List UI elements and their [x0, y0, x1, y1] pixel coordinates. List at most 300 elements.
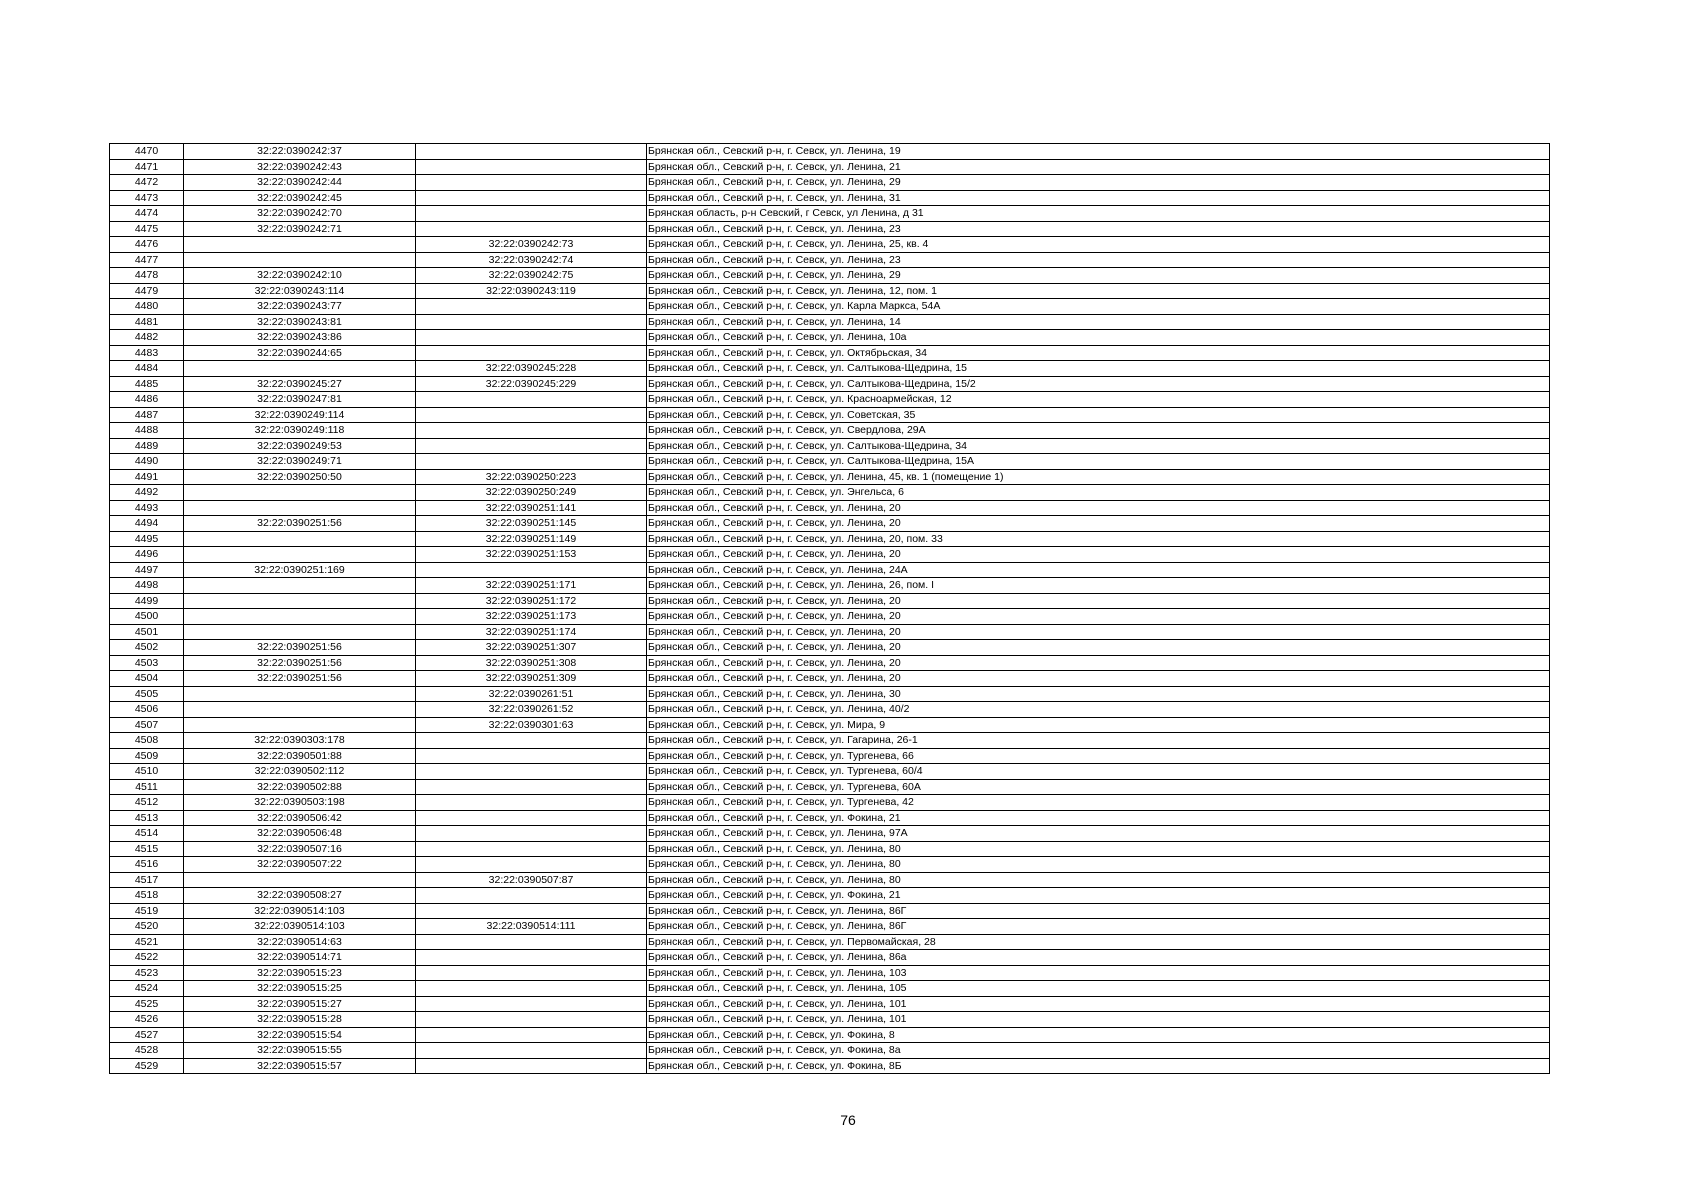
cadastral-number-cell: 32:22:0390245:27 — [184, 376, 416, 392]
table-row — [110, 283, 1550, 299]
table-row — [110, 996, 1550, 1012]
address-cell: Брянская обл., Севский р-н, г. Севск, ул. Энгельса, 6 — [647, 485, 1550, 501]
related-cadastral-number-cell: 32:22:0390251:307 — [416, 640, 647, 656]
related-cadastral-number-cell: 32:22:0390245:228 — [416, 361, 647, 377]
cadastral-number-cell: 32:22:0390249:71 — [184, 454, 416, 470]
related-cadastral-number-cell — [416, 779, 647, 795]
row-number-cell: 4484 — [110, 361, 184, 377]
address-cell: Брянская обл., Севский р-н, г. Севск, ул. Ленина, 10а — [647, 330, 1550, 346]
table-row — [110, 857, 1550, 873]
related-cadastral-number-cell: 32:22:0390251:141 — [416, 500, 647, 516]
cadastral-number-cell: 32:22:0390515:28 — [184, 1012, 416, 1028]
address-cell: Брянская обл., Севский р-н, г. Севск, ул. Ленина, 86Г — [647, 903, 1550, 919]
address-cell: Брянская обл., Севский р-н, г. Севск, ул. Ленина, 86а — [647, 950, 1550, 966]
table-row — [110, 423, 1550, 439]
address-cell: Брянская обл., Севский р-н, г. Севск, ул. Ленина, 20 — [647, 609, 1550, 625]
cadastral-number-cell — [184, 485, 416, 501]
address-cell: Брянская обл., Севский р-н, г. Севск, ул. Ленина, 14 — [647, 314, 1550, 330]
related-cadastral-number-cell — [416, 562, 647, 578]
row-number-cell: 4514 — [110, 826, 184, 842]
related-cadastral-number-cell: 32:22:0390261:51 — [416, 686, 647, 702]
table-row — [110, 640, 1550, 656]
address-cell: Брянская обл., Севский р-н, г. Севск, ул. Ленина, 20 — [647, 500, 1550, 516]
table-row — [110, 469, 1550, 485]
table-row — [110, 795, 1550, 811]
cadastral-number-cell: 32:22:0390242:70 — [184, 206, 416, 222]
related-cadastral-number-cell: 32:22:0390242:75 — [416, 268, 647, 284]
related-cadastral-number-cell — [416, 888, 647, 904]
row-number-cell: 4510 — [110, 764, 184, 780]
cadastral-number-cell — [184, 361, 416, 377]
address-cell: Брянская обл., Севский р-н, г. Севск, ул. Свердлова, 29А — [647, 423, 1550, 439]
cadastral-number-cell: 32:22:0390508:27 — [184, 888, 416, 904]
cadastral-number-cell: 32:22:0390243:81 — [184, 314, 416, 330]
row-number-cell: 4471 — [110, 159, 184, 175]
cadastral-number-cell — [184, 547, 416, 563]
cadastral-number-cell: 32:22:0390507:16 — [184, 841, 416, 857]
row-number-cell: 4521 — [110, 934, 184, 950]
cadastral-number-cell: 32:22:0390249:118 — [184, 423, 416, 439]
cadastral-number-cell: 32:22:0390502:88 — [184, 779, 416, 795]
row-number-cell: 4513 — [110, 810, 184, 826]
related-cadastral-number-cell — [416, 1043, 647, 1059]
address-cell: Брянская обл., Севский р-н, г. Севск, ул. Карла Маркса, 54А — [647, 299, 1550, 315]
address-cell: Брянская обл., Севский р-н, г. Севск, ул. Ленина, 29 — [647, 175, 1550, 191]
row-number-cell: 4529 — [110, 1058, 184, 1074]
cadastral-number-cell: 32:22:0390506:48 — [184, 826, 416, 842]
related-cadastral-number-cell — [416, 965, 647, 981]
cadastral-number-cell — [184, 593, 416, 609]
cadastral-number-cell: 32:22:0390251:169 — [184, 562, 416, 578]
registry-table — [109, 143, 1550, 1074]
address-cell: Брянская обл., Севский р-н, г. Севск, ул. Ленина, 20 — [647, 671, 1550, 687]
table-row — [110, 438, 1550, 454]
address-cell: Брянская обл., Севский р-н, г. Севск, ул. Фокина, 8а — [647, 1043, 1550, 1059]
table-row — [110, 376, 1550, 392]
related-cadastral-number-cell — [416, 950, 647, 966]
address-cell: Брянская обл., Севский р-н, г. Севск, ул. Салтыкова-Щедрина, 34 — [647, 438, 1550, 454]
cadastral-number-cell — [184, 237, 416, 253]
related-cadastral-number-cell: 32:22:0390261:52 — [416, 702, 647, 718]
related-cadastral-number-cell: 32:22:0390251:308 — [416, 655, 647, 671]
cadastral-number-cell — [184, 717, 416, 733]
table-row — [110, 1012, 1550, 1028]
related-cadastral-number-cell: 32:22:0390251:149 — [416, 531, 647, 547]
cadastral-number-cell: 32:22:0390502:112 — [184, 764, 416, 780]
table-row — [110, 190, 1550, 206]
table-row — [110, 345, 1550, 361]
row-number-cell: 4486 — [110, 392, 184, 408]
row-number-cell: 4494 — [110, 516, 184, 532]
address-cell: Брянская обл., Севский р-н, г. Севск, ул. Ленина, 20, пом. 33 — [647, 531, 1550, 547]
table-row — [110, 500, 1550, 516]
related-cadastral-number-cell — [416, 221, 647, 237]
address-cell: Брянская область, р-н Севский, г Севск, ул Ленина, д 31 — [647, 206, 1550, 222]
cadastral-number-cell: 32:22:0390242:37 — [184, 144, 416, 160]
row-number-cell: 4493 — [110, 500, 184, 516]
table-row — [110, 516, 1550, 532]
table-row — [110, 299, 1550, 315]
cadastral-number-cell: 32:22:0390243:86 — [184, 330, 416, 346]
row-number-cell: 4528 — [110, 1043, 184, 1059]
address-cell: Брянская обл., Севский р-н, г. Севск, ул. Ленина, 20 — [647, 624, 1550, 640]
table-row — [110, 919, 1550, 935]
row-number-cell: 4503 — [110, 655, 184, 671]
address-cell: Брянская обл., Севский р-н, г. Севск, ул. Ленина, 86Г — [647, 919, 1550, 935]
row-number-cell: 4500 — [110, 609, 184, 625]
row-number-cell: 4476 — [110, 237, 184, 253]
cadastral-number-cell: 32:22:0390242:43 — [184, 159, 416, 175]
address-cell: Брянская обл., Севский р-н, г. Севск, ул. Ленина, 20 — [647, 593, 1550, 609]
row-number-cell: 4512 — [110, 795, 184, 811]
table-row — [110, 547, 1550, 563]
row-number-cell: 4488 — [110, 423, 184, 439]
table-row — [110, 764, 1550, 780]
address-cell: Брянская обл., Севский р-н, г. Севск, ул. Ленина, 29 — [647, 268, 1550, 284]
table-row — [110, 965, 1550, 981]
related-cadastral-number-cell — [416, 795, 647, 811]
table-row — [110, 268, 1550, 284]
table-row — [110, 221, 1550, 237]
row-number-cell: 4501 — [110, 624, 184, 640]
row-number-cell: 4478 — [110, 268, 184, 284]
address-cell: Брянская обл., Севский р-н, г. Севск, ул. Ленина, 12, пом. 1 — [647, 283, 1550, 299]
related-cadastral-number-cell — [416, 1027, 647, 1043]
row-number-cell: 4483 — [110, 345, 184, 361]
table-row — [110, 624, 1550, 640]
address-cell: Брянская обл., Севский р-н, г. Севск, ул. Ленина, 101 — [647, 1012, 1550, 1028]
row-number-cell: 4527 — [110, 1027, 184, 1043]
cadastral-number-cell — [184, 578, 416, 594]
address-cell: Брянская обл., Севский р-н, г. Севск, ул. Ленина, 20 — [647, 655, 1550, 671]
address-cell: Брянская обл., Севский р-н, г. Севск, ул. Ленина, 80 — [647, 857, 1550, 873]
row-number-cell: 4490 — [110, 454, 184, 470]
row-number-cell: 4487 — [110, 407, 184, 423]
address-cell: Брянская обл., Севский р-н, г. Севск, ул. Ленина, 101 — [647, 996, 1550, 1012]
table-row — [110, 485, 1550, 501]
related-cadastral-number-cell: 32:22:0390251:145 — [416, 516, 647, 532]
table-row — [110, 454, 1550, 470]
address-cell: Брянская обл., Севский р-н, г. Севск, ул. Фокина, 8 — [647, 1027, 1550, 1043]
cadastral-number-cell: 32:22:0390242:10 — [184, 268, 416, 284]
related-cadastral-number-cell — [416, 748, 647, 764]
table-row — [110, 779, 1550, 795]
row-number-cell: 4516 — [110, 857, 184, 873]
table-row — [110, 702, 1550, 718]
table-row — [110, 872, 1550, 888]
table-row — [110, 686, 1550, 702]
table-row — [110, 748, 1550, 764]
address-cell: Брянская обл., Севский р-н, г. Севск, ул. Ленина, 20 — [647, 547, 1550, 563]
cadastral-number-cell: 32:22:0390243:114 — [184, 283, 416, 299]
table-row — [110, 159, 1550, 175]
related-cadastral-number-cell: 32:22:0390251:153 — [416, 547, 647, 563]
row-number-cell: 4502 — [110, 640, 184, 656]
table-row — [110, 841, 1550, 857]
table-row — [110, 578, 1550, 594]
address-cell: Брянская обл., Севский р-н, г. Севск, ул. Ленина, 21 — [647, 159, 1550, 175]
cadastral-number-cell — [184, 609, 416, 625]
address-cell: Брянская обл., Севский р-н, г. Севск, ул. Ленина, 40/2 — [647, 702, 1550, 718]
related-cadastral-number-cell — [416, 764, 647, 780]
row-number-cell: 4479 — [110, 283, 184, 299]
row-number-cell: 4496 — [110, 547, 184, 563]
row-number-cell: 4508 — [110, 733, 184, 749]
table-row — [110, 144, 1550, 160]
cadastral-number-cell: 32:22:0390242:44 — [184, 175, 416, 191]
related-cadastral-number-cell — [416, 826, 647, 842]
table-row — [110, 330, 1550, 346]
related-cadastral-number-cell — [416, 903, 647, 919]
address-cell: Брянская обл., Севский р-н, г. Севск, ул. Тургенева, 42 — [647, 795, 1550, 811]
cadastral-number-cell: 32:22:0390244:65 — [184, 345, 416, 361]
address-cell: Брянская обл., Севский р-н, г. Севск, ул. Тургенева, 60А — [647, 779, 1550, 795]
related-cadastral-number-cell — [416, 392, 647, 408]
address-cell: Брянская обл., Севский р-н, г. Севск, ул. Ленина, 23 — [647, 252, 1550, 268]
cadastral-number-cell: 32:22:0390515:57 — [184, 1058, 416, 1074]
table-row — [110, 1043, 1550, 1059]
table-row — [110, 810, 1550, 826]
related-cadastral-number-cell — [416, 1012, 647, 1028]
related-cadastral-number-cell — [416, 934, 647, 950]
related-cadastral-number-cell — [416, 206, 647, 222]
table-row — [110, 671, 1550, 687]
address-cell: Брянская обл., Севский р-н, г. Севск, ул. Ленина, 20 — [647, 640, 1550, 656]
address-cell: Брянская обл., Севский р-н, г. Севск, ул. Ленина, 23 — [647, 221, 1550, 237]
cadastral-number-cell: 32:22:0390243:77 — [184, 299, 416, 315]
related-cadastral-number-cell — [416, 345, 647, 361]
related-cadastral-number-cell: 32:22:0390251:174 — [416, 624, 647, 640]
table-row — [110, 826, 1550, 842]
table-row — [110, 361, 1550, 377]
address-cell: Брянская обл., Севский р-н, г. Севск, ул. Фокина, 21 — [647, 888, 1550, 904]
address-cell: Брянская обл., Севский р-н, г. Севск, ул. Ленина, 24А — [647, 562, 1550, 578]
related-cadastral-number-cell — [416, 159, 647, 175]
row-number-cell: 4472 — [110, 175, 184, 191]
cadastral-number-cell: 32:22:0390247:81 — [184, 392, 416, 408]
row-number-cell: 4477 — [110, 252, 184, 268]
related-cadastral-number-cell: 32:22:0390242:74 — [416, 252, 647, 268]
table-row — [110, 593, 1550, 609]
cadastral-number-cell: 32:22:0390303:178 — [184, 733, 416, 749]
related-cadastral-number-cell — [416, 810, 647, 826]
table-row — [110, 206, 1550, 222]
row-number-cell: 4505 — [110, 686, 184, 702]
row-number-cell: 4485 — [110, 376, 184, 392]
cadastral-number-cell — [184, 872, 416, 888]
row-number-cell: 4470 — [110, 144, 184, 160]
related-cadastral-number-cell — [416, 1058, 647, 1074]
related-cadastral-number-cell: 32:22:0390251:171 — [416, 578, 647, 594]
row-number-cell: 4524 — [110, 981, 184, 997]
address-cell: Брянская обл., Севский р-н, г. Севск, ул. Ленина, 97А — [647, 826, 1550, 842]
related-cadastral-number-cell — [416, 454, 647, 470]
related-cadastral-number-cell: 32:22:0390251:172 — [416, 593, 647, 609]
related-cadastral-number-cell — [416, 857, 647, 873]
row-number-cell: 4504 — [110, 671, 184, 687]
cadastral-number-cell: 32:22:0390514:103 — [184, 903, 416, 919]
row-number-cell: 4480 — [110, 299, 184, 315]
related-cadastral-number-cell — [416, 299, 647, 315]
table-row — [110, 717, 1550, 733]
related-cadastral-number-cell — [416, 996, 647, 1012]
table-row — [110, 562, 1550, 578]
related-cadastral-number-cell: 32:22:0390251:309 — [416, 671, 647, 687]
cadastral-number-cell: 32:22:0390514:63 — [184, 934, 416, 950]
address-cell: Брянская обл., Севский р-н, г. Севск, ул. Ленина, 103 — [647, 965, 1550, 981]
row-number-cell: 4509 — [110, 748, 184, 764]
related-cadastral-number-cell: 32:22:0390242:73 — [416, 237, 647, 253]
table-row — [110, 609, 1550, 625]
address-cell: Брянская обл., Севский р-н, г. Севск, ул. Мира, 9 — [647, 717, 1550, 733]
cadastral-number-cell: 32:22:0390250:50 — [184, 469, 416, 485]
address-cell: Брянская обл., Севский р-н, г. Севск, ул. Ленина, 31 — [647, 190, 1550, 206]
address-cell: Брянская обл., Севский р-н, г. Севск, ул. Ленина, 20 — [647, 516, 1550, 532]
table-row — [110, 252, 1550, 268]
related-cadastral-number-cell — [416, 981, 647, 997]
table-row — [110, 531, 1550, 547]
row-number-cell: 4492 — [110, 485, 184, 501]
cadastral-number-cell — [184, 686, 416, 702]
address-cell: Брянская обл., Севский р-н, г. Севск, ул. Фокина, 8Б — [647, 1058, 1550, 1074]
row-number-cell: 4499 — [110, 593, 184, 609]
address-cell: Брянская обл., Севский р-н, г. Севск, ул. Ленина, 105 — [647, 981, 1550, 997]
cadastral-number-cell: 32:22:0390251:56 — [184, 640, 416, 656]
cadastral-number-cell: 32:22:0390515:54 — [184, 1027, 416, 1043]
table-row — [110, 237, 1550, 253]
related-cadastral-number-cell: 32:22:0390250:223 — [416, 469, 647, 485]
address-cell: Брянская обл., Севский р-н, г. Севск, ул. Гагарина, 26-1 — [647, 733, 1550, 749]
cadastral-number-cell — [184, 702, 416, 718]
related-cadastral-number-cell — [416, 438, 647, 454]
address-cell: Брянская обл., Севский р-н, г. Севск, ул. Октябрьская, 34 — [647, 345, 1550, 361]
cadastral-number-cell: 32:22:0390242:45 — [184, 190, 416, 206]
row-number-cell: 4498 — [110, 578, 184, 594]
cadastral-number-cell — [184, 531, 416, 547]
cadastral-number-cell: 32:22:0390514:71 — [184, 950, 416, 966]
cadastral-number-cell: 32:22:0390251:56 — [184, 671, 416, 687]
address-cell: Брянская обл., Севский р-н, г. Севск, ул. Ленина, 45, кв. 1 (помещение 1) — [647, 469, 1550, 485]
table-row — [110, 733, 1550, 749]
row-number-cell: 4474 — [110, 206, 184, 222]
address-cell: Брянская обл., Севский р-н, г. Севск, ул. Тургенева, 66 — [647, 748, 1550, 764]
row-number-cell: 4511 — [110, 779, 184, 795]
row-number-cell: 4525 — [110, 996, 184, 1012]
related-cadastral-number-cell: 32:22:0390514:111 — [416, 919, 647, 935]
cadastral-number-cell: 32:22:0390514:103 — [184, 919, 416, 935]
related-cadastral-number-cell — [416, 190, 647, 206]
cadastral-number-cell: 32:22:0390503:198 — [184, 795, 416, 811]
table-row — [110, 888, 1550, 904]
related-cadastral-number-cell: 32:22:0390243:119 — [416, 283, 647, 299]
cadastral-number-cell: 32:22:0390249:53 — [184, 438, 416, 454]
related-cadastral-number-cell: 32:22:0390245:229 — [416, 376, 647, 392]
cadastral-number-cell: 32:22:0390515:55 — [184, 1043, 416, 1059]
cadastral-number-cell: 32:22:0390251:56 — [184, 655, 416, 671]
cadastral-number-cell: 32:22:0390515:25 — [184, 981, 416, 997]
address-cell: Брянская обл., Севский р-н, г. Севск, ул. Красноармейская, 12 — [647, 392, 1550, 408]
cadastral-number-cell — [184, 500, 416, 516]
cadastral-number-cell: 32:22:0390501:88 — [184, 748, 416, 764]
address-cell: Брянская обл., Севский р-н, г. Севск, ул. Салтыкова-Щедрина, 15/2 — [647, 376, 1550, 392]
address-cell: Брянская обл., Севский р-н, г. Севск, ул. Ленина, 19 — [647, 144, 1550, 160]
row-number-cell: 4506 — [110, 702, 184, 718]
cadastral-number-cell: 32:22:0390506:42 — [184, 810, 416, 826]
table-body — [110, 144, 1550, 1074]
related-cadastral-number-cell — [416, 314, 647, 330]
cadastral-number-cell: 32:22:0390242:71 — [184, 221, 416, 237]
related-cadastral-number-cell: 32:22:0390507:87 — [416, 872, 647, 888]
row-number-cell: 4518 — [110, 888, 184, 904]
row-number-cell: 4520 — [110, 919, 184, 935]
row-number-cell: 4491 — [110, 469, 184, 485]
row-number-cell: 4523 — [110, 965, 184, 981]
table-row — [110, 903, 1550, 919]
row-number-cell: 4517 — [110, 872, 184, 888]
cadastral-number-cell: 32:22:0390515:23 — [184, 965, 416, 981]
row-number-cell: 4526 — [110, 1012, 184, 1028]
row-number-cell: 4489 — [110, 438, 184, 454]
row-number-cell: 4495 — [110, 531, 184, 547]
row-number-cell: 4481 — [110, 314, 184, 330]
address-cell: Брянская обл., Севский р-н, г. Севск, ул. Ленина, 25, кв. 4 — [647, 237, 1550, 253]
table-row — [110, 407, 1550, 423]
related-cadastral-number-cell: 32:22:0390250:249 — [416, 485, 647, 501]
address-cell: Брянская обл., Севский р-н, г. Севск, ул. Ленина, 30 — [647, 686, 1550, 702]
table-row — [110, 950, 1550, 966]
table-row — [110, 1058, 1550, 1074]
row-number-cell: 4497 — [110, 562, 184, 578]
row-number-cell: 4475 — [110, 221, 184, 237]
related-cadastral-number-cell — [416, 733, 647, 749]
table-row — [110, 934, 1550, 950]
table-row — [110, 175, 1550, 191]
row-number-cell: 4515 — [110, 841, 184, 857]
address-cell: Брянская обл., Севский р-н, г. Севск, ул. Советская, 35 — [647, 407, 1550, 423]
address-cell: Брянская обл., Севский р-н, г. Севск, ул. Тургенева, 60/4 — [647, 764, 1550, 780]
row-number-cell: 4507 — [110, 717, 184, 733]
address-cell: Брянская обл., Севский р-н, г. Севск, ул. Салтыкова-Щедрина, 15А — [647, 454, 1550, 470]
row-number-cell: 4482 — [110, 330, 184, 346]
address-cell: Брянская обл., Севский р-н, г. Севск, ул. Фокина, 21 — [647, 810, 1550, 826]
related-cadastral-number-cell — [416, 330, 647, 346]
related-cadastral-number-cell — [416, 175, 647, 191]
table-row — [110, 1027, 1550, 1043]
related-cadastral-number-cell: 32:22:0390301:63 — [416, 717, 647, 733]
related-cadastral-number-cell: 32:22:0390251:173 — [416, 609, 647, 625]
cadastral-number-cell: 32:22:0390515:27 — [184, 996, 416, 1012]
row-number-cell: 4473 — [110, 190, 184, 206]
address-cell: Брянская обл., Севский р-н, г. Севск, ул. Первомайская, 28 — [647, 934, 1550, 950]
cadastral-number-cell: 32:22:0390251:56 — [184, 516, 416, 532]
cadastral-number-cell — [184, 624, 416, 640]
address-cell: Брянская обл., Севский р-н, г. Севск, ул. Ленина, 80 — [647, 872, 1550, 888]
cadastral-number-cell: 32:22:0390249:114 — [184, 407, 416, 423]
cadastral-number-cell: 32:22:0390507:22 — [184, 857, 416, 873]
related-cadastral-number-cell — [416, 423, 647, 439]
related-cadastral-number-cell — [416, 144, 647, 160]
page-number: 76 — [840, 1112, 856, 1128]
table-row — [110, 981, 1550, 997]
table-row — [110, 392, 1550, 408]
related-cadastral-number-cell — [416, 407, 647, 423]
table-row — [110, 655, 1550, 671]
address-cell: Брянская обл., Севский р-н, г. Севск, ул. Ленина, 26, пом. I — [647, 578, 1550, 594]
table-row — [110, 314, 1550, 330]
address-cell: Брянская обл., Севский р-н, г. Севск, ул. Салтыкова-Щедрина, 15 — [647, 361, 1550, 377]
row-number-cell: 4522 — [110, 950, 184, 966]
cadastral-number-cell — [184, 252, 416, 268]
